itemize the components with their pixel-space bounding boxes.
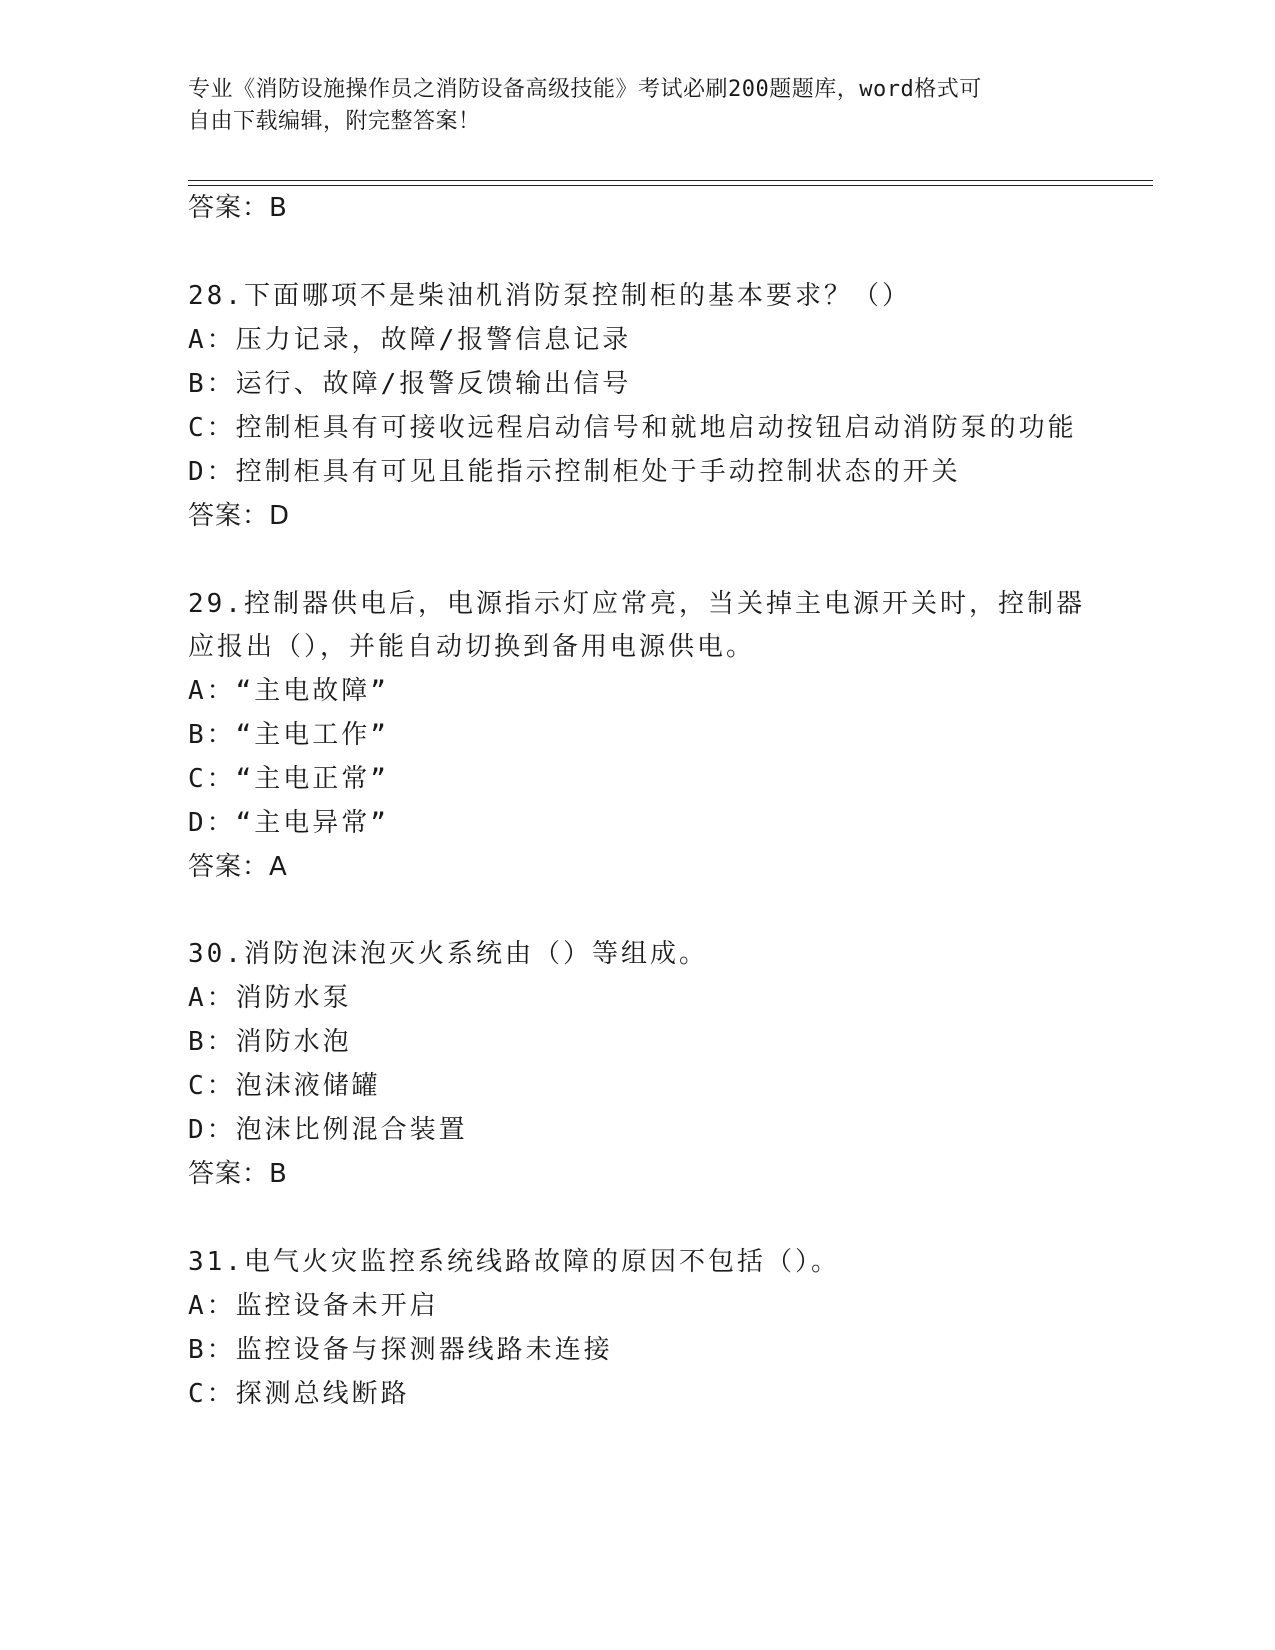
- question-31-option-b: B：监控设备与探测器线路未连接: [188, 1335, 613, 1365]
- question-30-answer: 答案：B: [188, 1159, 288, 1189]
- question-31-text: 31.电气火灾监控系统线路故障的原因不包括（）。: [188, 1247, 840, 1277]
- question-29-text-line-2: 应报出（），并能自动切换到备用电源供电。: [188, 632, 756, 662]
- question-28-option-d: D：控制柜具有可见且能指示控制柜处于手动控制状态的开关: [188, 457, 961, 487]
- header-line-1: 专业《消防设施操作员之消防设备高级技能》考试必刷200题题库，word格式可: [188, 77, 982, 102]
- document-header: [188, 74, 1068, 138]
- question-30-text: 30.消防泡沫泡灭火系统由（）等组成。: [188, 939, 708, 969]
- question-29-answer: 答案：A: [188, 852, 288, 882]
- question-30-option-d: D：泡沫比例混合装置: [188, 1115, 468, 1145]
- question-29-option-b: B：“主电工作”: [188, 720, 389, 750]
- header-divider-top: [188, 180, 1153, 181]
- question-28-option-a: A：压力记录，故障/报警信息记录: [188, 325, 632, 355]
- question-28-text: 28.下面哪项不是柴油机消防泵控制柜的基本要求？（）: [188, 281, 911, 311]
- question-28-answer: 答案：D: [188, 501, 291, 531]
- question-29-option-c: C：“主电正常”: [188, 764, 389, 794]
- header-divider-bottom: [188, 185, 1153, 186]
- question-28-option-b: B：运行、故障/报警反馈输出信号: [188, 369, 632, 399]
- question-28-option-c: C：控制柜具有可接收远程启动信号和就地启动按钮启动消防泵的功能: [188, 413, 1077, 443]
- question-30-option-a: A：消防水泵: [188, 983, 352, 1013]
- question-29-option-a: A：“主电故障”: [188, 676, 389, 706]
- answer-previous: 答案：B: [188, 193, 288, 223]
- question-30-option-b: B：消防水泡: [188, 1027, 352, 1057]
- header-line-2: 自由下载编辑，附完整答案！: [188, 109, 481, 134]
- question-29-text-line-1: 29.控制器供电后，电源指示灯应常亮，当关掉主电源开关时，控制器: [188, 589, 1085, 619]
- question-31-option-c: C：探测总线断路: [188, 1379, 410, 1409]
- question-31-option-a: A：监控设备未开启: [188, 1291, 439, 1321]
- question-29-option-d: D：“主电异常”: [188, 808, 389, 838]
- question-30-option-c: C：泡沫液储罐: [188, 1071, 381, 1101]
